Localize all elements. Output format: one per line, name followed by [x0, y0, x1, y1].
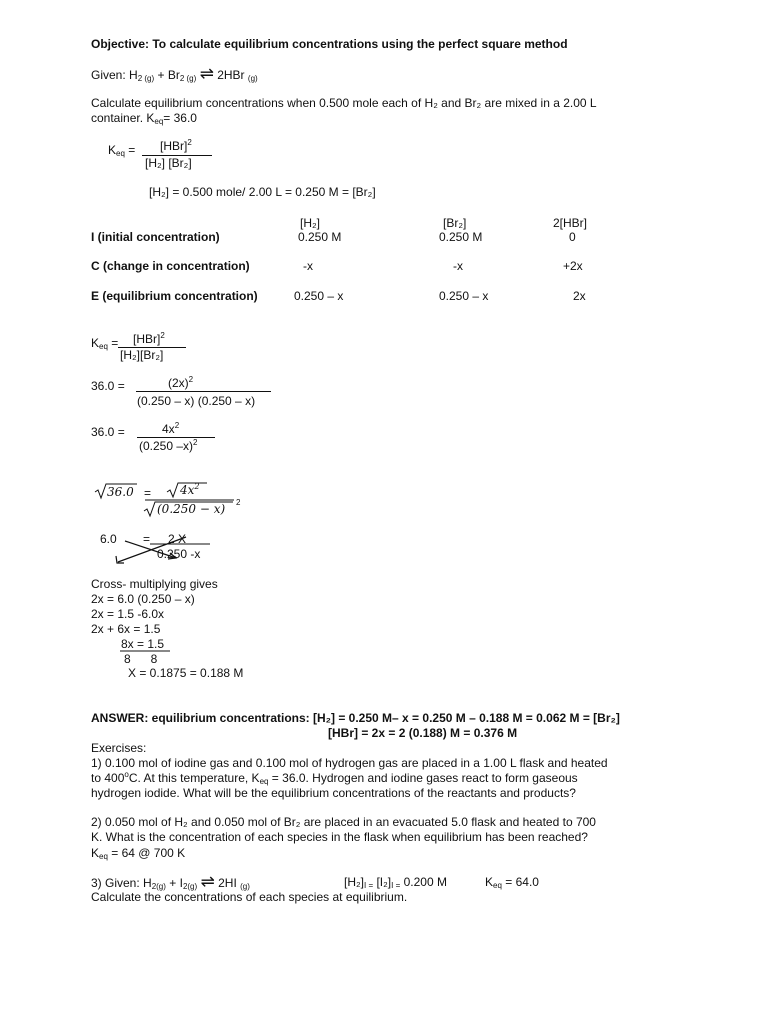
step2-num-sup: 2: [174, 421, 180, 430]
problem-line-1: Calculate equilibrium concentrations when 0.500 mole each of H₂ and Br₂ are mixed in a 2.00 L: [91, 96, 597, 110]
ice-row-initial-label: I (initial concentration): [91, 230, 220, 244]
step1-denominator: (0.250 – x) (0.250 – x): [137, 394, 256, 408]
cross-arrow-up-head-icon: [116, 556, 124, 563]
given-plus-br: + Br: [154, 68, 180, 82]
ice-header-hbr: 2[HBr]: [553, 216, 588, 230]
ex3-init-sub1: I =: [364, 881, 374, 890]
ex3-b: + I: [165, 876, 183, 890]
exercise-1-line-1: 1) 0.100 mol of iodine gas and 0.100 mol of hydrogen gas are placed in a 1.00 L flask and heated: [91, 756, 608, 770]
ex1-mid-c: = 36.0. Hydrogen and iodine gases react to form gaseous: [268, 771, 578, 785]
equilibrium-arrow-icon: ⇌: [199, 64, 214, 84]
ex3-init-sub2: I =: [391, 881, 401, 890]
step1-lhs: 36.0 =: [91, 379, 125, 393]
step2-lhs: 36.0 =: [91, 425, 125, 439]
ex3-init-b: [I₂]: [373, 875, 392, 889]
cross-line-3: 2x = 1.5 -6.0x: [91, 607, 165, 621]
ex1-mid-sup: o: [124, 770, 129, 779]
ice-row-initial-h2: 0.250 M: [298, 230, 342, 244]
step3-num-sup: 2: [194, 482, 200, 491]
step3-lhs-root: 36.0: [107, 485, 134, 499]
ice-header-h2: [H₂]: [300, 216, 320, 230]
problem-keq-sub: eq: [154, 117, 164, 126]
keq-def-num-sup: 2: [187, 138, 192, 147]
ex2-keq-sub: eq: [99, 852, 108, 861]
ice-row-equilibrium-hbr: 2x: [573, 289, 586, 303]
ex3-keq-a: K: [485, 875, 494, 889]
step2-num-text: 4x: [162, 422, 175, 436]
cross-fraction-num: 8x = 1.5: [121, 637, 165, 651]
ice-header-br2: [Br₂]: [443, 216, 467, 230]
exercise-3-line-1: [91, 872, 250, 892]
ice-row-initial-br2: 0.250 M: [439, 230, 483, 244]
ex3-h2-sub: 2(g): [151, 882, 166, 891]
ice-row-change-label: C (change in concentration): [91, 259, 250, 273]
keq-def-k: K: [108, 143, 117, 157]
exercises-heading: Exercises:: [91, 741, 147, 755]
keq-def2-num-sup: 2: [160, 331, 165, 340]
ex3-init-a: [H₂]: [344, 875, 364, 889]
ice-row-equilibrium-h2: 0.250 – x: [294, 289, 344, 303]
keq-def-eq: =: [124, 143, 136, 157]
exercise-3-initial: [344, 875, 447, 890]
keq-def2-denominator: [H₂][Br₂]: [120, 348, 164, 362]
step3-num-root: 4x: [180, 483, 195, 497]
step1-num-sup: 2: [188, 375, 194, 384]
exercise-3-keq: [485, 875, 539, 890]
ice-row-initial-hbr: 0: [569, 230, 576, 244]
cross-line-1: Cross- multiplying gives: [91, 577, 218, 591]
exercise-3-line-2: Calculate the concentrations of each species at equilibrium.: [91, 890, 408, 904]
step3-den-sup: [236, 499, 240, 514]
step3-numerator: [180, 483, 200, 498]
step1-num-text: (2x): [168, 376, 189, 390]
ex3-init-c: 0.200 M: [400, 875, 447, 889]
exercise-1-line-3: hydrogen iodide. What will be the equilibrium concentrations of the reactants and products?: [91, 786, 576, 800]
given-product-sub: (g): [247, 74, 258, 83]
problem-line-2-b: = 36.0: [163, 111, 197, 125]
ex3-equilibrium-arrow-icon: ⇌: [200, 872, 215, 892]
given-h2-sub: 2 (g): [137, 74, 155, 83]
problem-line-2-a: container. K: [91, 111, 155, 125]
given-product: 2HBr: [213, 68, 245, 82]
cross-line-4: 2x + 6x = 1.5: [91, 622, 161, 636]
keq-def-denominator: [H₂] [Br₂]: [145, 156, 192, 170]
keq-def-sub: eq: [116, 149, 125, 158]
exercise-2-line-1: 2) 0.050 mol of H₂ and 0.050 mol of Br₂ are placed in an evacuated 5.0 flask and heated to 700: [91, 815, 596, 829]
ice-row-equilibrium-br2: 0.250 – x: [439, 289, 489, 303]
keq-def2-sub: eq: [99, 342, 108, 351]
cross-fraction-den: 8 8: [124, 652, 158, 666]
exercise-2-keq: [91, 846, 185, 861]
ex1-mid-b: C. At this temperature, K: [128, 771, 260, 785]
ex1-mid-sub: eq: [259, 777, 269, 786]
given-br2-sub: 2 (g): [179, 74, 197, 83]
keq-def2-k: K: [91, 336, 100, 350]
step2-den-sup: 2: [193, 438, 198, 447]
ex1-mid-a: to 400: [91, 771, 125, 785]
step3-den-sup-text: 2: [236, 498, 241, 507]
h2-concentration: [H₂] = 0.500 mole/ 2.00 L = 0.250 M = [Br₂]: [149, 185, 376, 199]
step4-eq: =: [143, 532, 151, 546]
answer-line-2: [HBr] = 2x = 2 (0.188) M = 0.376 M: [328, 726, 518, 740]
ex3-hi-sub: (g): [240, 882, 250, 891]
ice-row-change-hbr: +2x: [563, 259, 583, 273]
keq-def2-eq: =: [107, 336, 119, 350]
ex3-keq-b: = 64.0: [501, 875, 539, 889]
ex3-i2-sub: 2(g): [182, 882, 198, 891]
step4-lhs: 6.0: [100, 532, 117, 546]
keq-def2-num-text: [HBr]: [133, 332, 161, 346]
objective-heading: Objective: To calculate equilibrium concentrations using the perfect square method: [91, 37, 568, 51]
cross-line-2: 2x = 6.0 (0.250 – x): [91, 592, 195, 606]
ice-row-change-br2: -x: [453, 259, 463, 273]
step3-eq: =: [144, 486, 152, 500]
cross-result: X = 0.1875 = 0.188 M: [128, 666, 244, 680]
step2-den-text: (0.250 –x): [139, 439, 194, 453]
ice-row-equilibrium-label: E (equilibrium concentration): [91, 289, 258, 303]
step4-numerator: 2 X: [168, 532, 187, 546]
keq-def-num-text: [HBr]: [160, 139, 188, 153]
ex3-keq-sub: eq: [493, 881, 502, 890]
exercise-2-line-2: K. What is the concentration of each species in the flask when equilibrium has been reached?: [91, 830, 588, 844]
step4-denominator: 0.250 -x: [157, 547, 201, 561]
given-label: Given: H: [91, 68, 138, 82]
ex2-keq-a: K: [91, 846, 100, 860]
exercise-1-line-2: [91, 771, 578, 786]
ex3-a: 3) Given: H: [91, 876, 152, 890]
step3-denominator: (0.250 − x): [157, 502, 226, 516]
ex3-c: 2HI: [214, 876, 241, 890]
ex2-keq-b: = 64 @ 700 K: [107, 846, 186, 860]
ice-row-change-h2: -x: [303, 259, 313, 273]
answer-line-1: ANSWER: equilibrium concentrations: [H₂] = 0.250 M– x = 0.250 M – 0.188 M = 0.062 M = [Br₂]: [91, 711, 620, 725]
